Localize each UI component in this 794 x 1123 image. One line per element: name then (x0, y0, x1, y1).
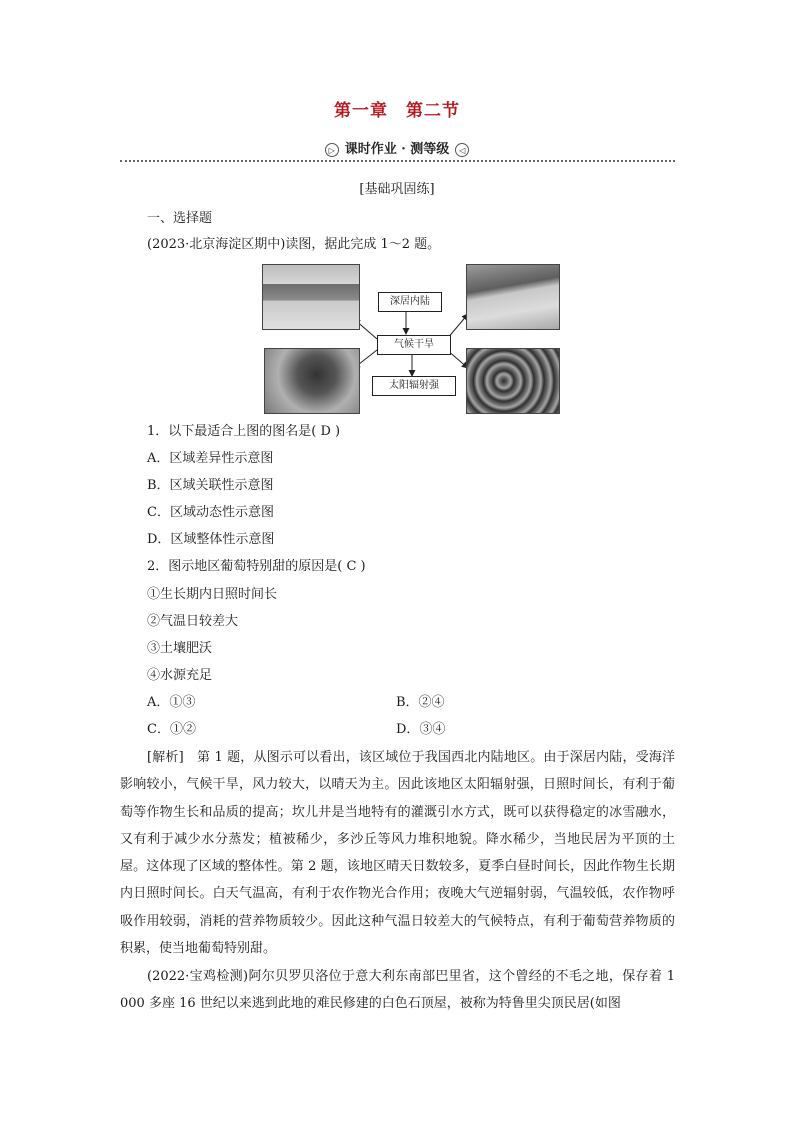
homework-banner (0, 138, 794, 157)
analysis-paragraph: [解析] 第 1 题，从图示可以看出，该区域位于我国西北内陆地区。由于深居内陆，受海洋影响较小，气候干旱，风力较大，以晴天为主。因此该地区太阳辐射强，日照时间长，有利于葡萄等作物生长和品质的提高；坎儿井是当地特有的灌溉引水方式，既可以获得稳定的冰雪融水，又有利于减少水分蒸发；植被稀少，多沙丘等风力堆积地貌。降水稀少，当地民居为平顶的土屋。这体现了区域的整体性。第 2 题，该地区晴天日数较多，夏季白昼时间长，因此作物生长期内日照时间长。白天气温高，有利于农作物光合作用；夜晚大气逆辐射弱，气温较低，农作物呼吸作用较弱，消耗的营养物质较少。因此这种气温日较差大的气候特点，有利于葡萄营养物质的积累，使当地葡萄特别甜。 (120, 750, 675, 957)
section-heading: [基础巩固练] (359, 182, 435, 197)
q2-option-b: B．②④ (396, 695, 445, 710)
q2-stem: 2．图示地区葡萄特别甜的原因是( C ) (147, 559, 366, 574)
dotted-divider (120, 160, 675, 162)
q2-option-d: D．③④ (396, 722, 446, 737)
q1-option-a: A．区域差异性示意图 (147, 451, 274, 466)
reverse-play-icon: ◁ (455, 143, 469, 157)
q1-option-d: D．区域整体性示意图 (147, 532, 275, 547)
box-inland: 深居内陆 (378, 292, 442, 312)
q1-stem: 1．以下最适合上图的图名是( D ) (147, 424, 341, 439)
play-icon: ▷ (325, 143, 339, 157)
q2-item-3: ③土壤肥沃 (147, 641, 213, 656)
q2-item-2: ②气温日较差大 (147, 614, 239, 629)
q2-option-a: A．①③ (147, 695, 196, 710)
diagram-figure (262, 264, 562, 414)
q1-option-b: B．区域关联性示意图 (147, 478, 274, 493)
page-title: 第一章 第二节 (334, 101, 460, 121)
q2-option-c: C．①② (147, 722, 196, 737)
question-intro: (2023·北京海淀区期中)读图，据此完成 1～2 题。 (147, 237, 441, 252)
banner-text: 课时作业 · 测等级 (344, 142, 450, 157)
q2-item-4: ④水源充足 (147, 668, 213, 683)
part-heading: 一、选择题 (147, 211, 213, 226)
box-strong-radiation: 太阳辐射强 (372, 376, 456, 396)
karez-well-photo (264, 348, 360, 414)
next-question-intro: (2022·宝鸡检测)阿尔贝罗贝洛位于意大利东南部巴里省，这个曾经的不毛之地，保存着 1 000 多座 16 世纪以来逃到此地的难民修建的白色石顶屋，被称为特鲁里尖顶民居(如图 (120, 969, 675, 1012)
desert-dune-photo (466, 264, 560, 330)
box-arid-climate: 气候干旱 (377, 335, 451, 355)
grape-photo (466, 348, 560, 414)
earthen-house-photo (262, 264, 360, 330)
q2-item-1: ①生长期内日照时间长 (147, 587, 278, 602)
q1-option-c: C．区域动态性示意图 (147, 505, 274, 520)
